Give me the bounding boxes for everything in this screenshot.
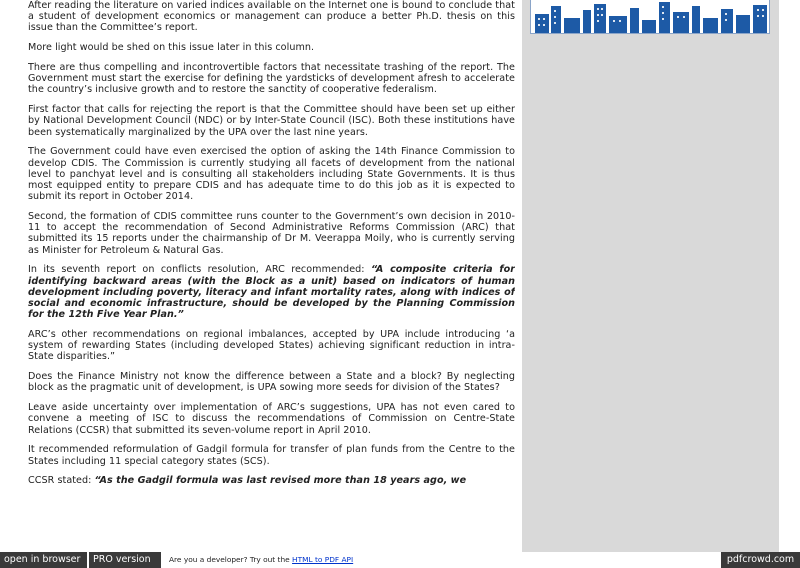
paragraph-text: More light would be shed on this issue later in this column. — [28, 42, 315, 54]
article-paragraph — [28, 0, 515, 34]
article-paragraph — [28, 146, 515, 202]
paragraph-text: CCSR stated: — [28, 475, 95, 487]
paragraph-text: ARC’s other recommendations on regional imbalances, accepted by UPA include introducing ‘a system of rewarding States (including developed States) achieving significant reduction in intra-State disparities.” — [28, 329, 515, 363]
paragraph-text: First factor that calls for rejecting the report is that the Committee should have been set up either by National Development Council (NDC) or by Inter-State Council (ISC). Both these institutions have been systematically marginalized by the UPA over the last nine years. — [28, 104, 515, 138]
article-paragraph — [28, 62, 515, 96]
city-skyline-banner-image — [531, 0, 770, 34]
article-paragraph — [28, 329, 515, 363]
developer-promo — [169, 552, 353, 568]
quoted-text: “As the Gadgil formula was last revised more than 18 years ago, we — [94, 475, 467, 487]
pdfcrowd-footer-bar — [0, 552, 800, 568]
sidebar — [522, 0, 779, 552]
html-to-pdf-api-link[interactable]: HTML to PDF API — [292, 555, 354, 564]
paragraph-text: In its seventh report on conflicts resolution, ARC recommended: — [28, 264, 371, 276]
paragraph-text: After reading the literature on varied indices available on the Internet one is bound to conclude that a student of development economics or management can produce a better Ph.D. thesis on this issue than the Committee’s report. — [28, 0, 515, 34]
article-paragraph — [28, 42, 515, 53]
paragraph-text: The Government could have even exercised the option of asking the 14th Finance Commission to develop CDIS. The Commission is currently studying all facets of development from the national level to panchyat level and is consulting all stakeholders including State Governments. It is thus most equipped entity to prepare CDIS and has adequate time to do this job as it is expected to submit its report in October 2014. — [28, 146, 515, 203]
ad-banner[interactable] — [530, 0, 770, 34]
article-paragraph — [28, 402, 515, 436]
article-paragraph — [28, 475, 515, 486]
paragraph-text: It recommended reformulation of Gadgil formula for transfer of plan funds from the Centre to the States including 11 special category states (SCS). — [28, 444, 515, 467]
paragraph-text: There are thus compelling and incontrovertible factors that necessitate trashing of the report. The Government must start the exercise for defining the yardsticks of development afresh to accelerate the country’s inclusive growth and to restore the sanctity of cooperative federalism. — [28, 62, 515, 96]
article-paragraph — [28, 104, 515, 138]
open-in-browser-button[interactable]: open in browser — [0, 552, 87, 568]
article-paragraph — [28, 444, 515, 466]
promo-text: Are you a developer? Try out the — [169, 555, 293, 564]
quoted-text: “A composite criteria for identifying backward areas (with the Block as a unit) based on indicators of human development including poverty, literacy and infant mortality rates, along with indices of social and economic infrastructure, should be developed by the Planning Commission for the 12th Five Year Plan.” — [28, 264, 515, 321]
paragraph-text: Does the Finance Ministry not know the difference between a State and a block? By neglecting block as the pragmatic unit of development, is UPA sowing more seeds for division of the States? — [28, 371, 515, 394]
article-paragraph — [28, 264, 515, 320]
pro-version-button[interactable]: PRO version — [89, 552, 161, 568]
article-body — [28, 0, 515, 552]
pdfcrowd-brand-link[interactable]: pdfcrowd.com — [721, 552, 800, 568]
paragraph-text: Leave aside uncertainty over implementation of ARC’s suggestions, UPA has not even cared to convene a meeting of ISC to discuss the recommendations of Commission on Centre-State Relations (CCSR) that submitted its seven-volume report in April 2010. — [28, 402, 515, 436]
paragraph-text: Second, the formation of CDIS committee runs counter to the Government’s own decision in 2010-11 to accept the recommendation of Second Administrative Reforms Commission (ARC) that submitted its 15 reports under the chairmanship of Dr M. Veerappa Moily, who is currently serving as Minister for Petroleum & Natural Gas. — [28, 211, 515, 256]
article-paragraph — [28, 211, 515, 256]
article-paragraph — [28, 371, 515, 393]
